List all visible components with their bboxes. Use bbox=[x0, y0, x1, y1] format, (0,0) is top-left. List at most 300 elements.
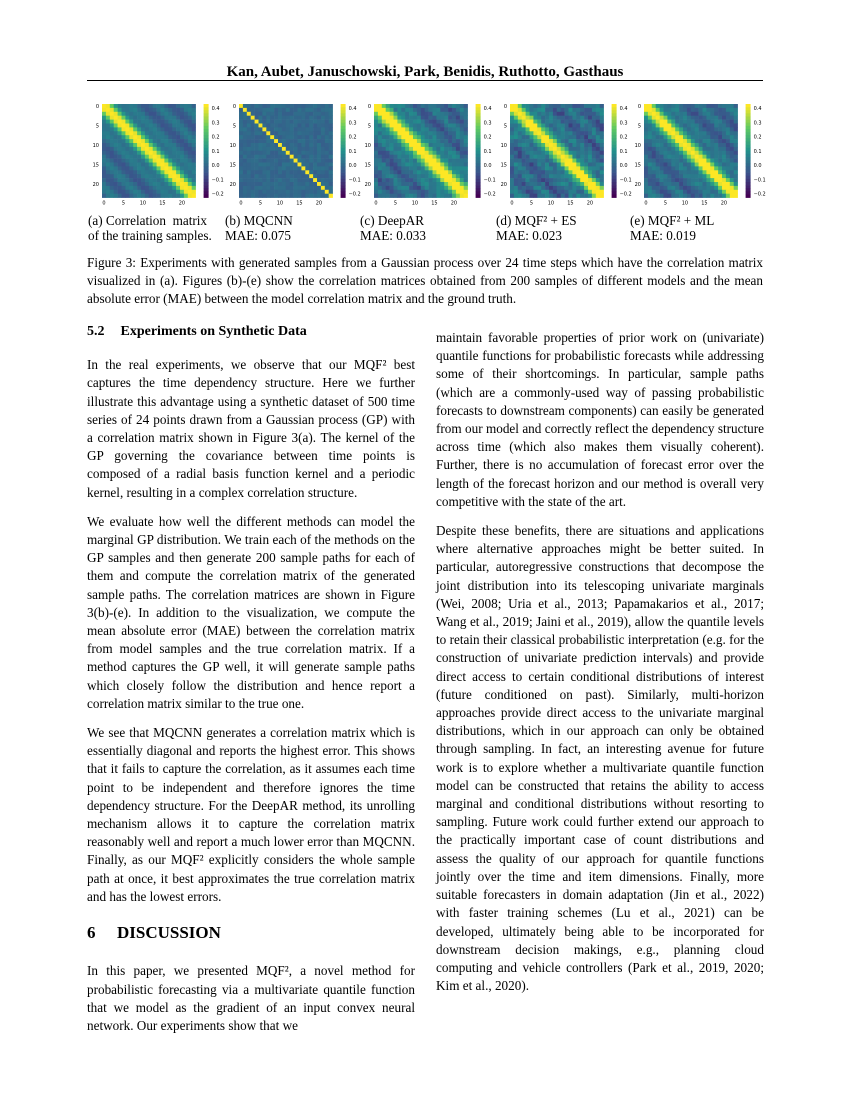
heatmap-cell bbox=[176, 170, 180, 174]
heatmap-cell bbox=[118, 194, 122, 198]
heatmap-cell bbox=[274, 155, 278, 159]
heatmap-cell bbox=[176, 159, 180, 163]
heatmap-cell bbox=[444, 120, 448, 124]
heatmap-cell bbox=[660, 139, 664, 143]
heatmap-cell bbox=[164, 116, 168, 120]
heatmap-cell bbox=[102, 166, 106, 170]
heatmap-cell bbox=[569, 116, 573, 120]
heatmap-cell bbox=[452, 143, 456, 147]
heatmap-cell bbox=[557, 186, 561, 190]
heatmap-cell bbox=[537, 108, 541, 112]
heatmap-cell bbox=[644, 143, 648, 147]
heatmap-cell bbox=[390, 174, 394, 178]
heatmap-cell bbox=[125, 116, 129, 120]
heatmap-cell bbox=[557, 174, 561, 178]
heatmap-cell bbox=[141, 166, 145, 170]
heatmap-cell bbox=[255, 182, 259, 186]
heatmap-cell bbox=[440, 112, 444, 116]
heatmap-cell bbox=[572, 112, 576, 116]
heatmap-cell bbox=[239, 104, 243, 108]
section-heading-5-2 bbox=[87, 323, 415, 341]
heatmap-cell bbox=[122, 135, 126, 139]
heatmap-cell bbox=[110, 151, 114, 155]
heatmap-cell bbox=[378, 135, 382, 139]
heatmap-cell bbox=[374, 127, 378, 131]
colorbar-segment bbox=[341, 160, 346, 163]
heatmap-cell bbox=[374, 190, 378, 194]
heatmap-cell bbox=[401, 182, 405, 186]
colorbar-segment bbox=[746, 116, 751, 119]
heatmap-cell bbox=[448, 151, 452, 155]
heatmap-cell bbox=[417, 163, 421, 167]
heatmap-cell bbox=[706, 147, 710, 151]
heatmap-cell bbox=[141, 163, 145, 167]
heatmap-cell bbox=[726, 186, 730, 190]
colorbar-segment bbox=[746, 194, 751, 197]
colorbar-label: 0.1 bbox=[348, 148, 357, 155]
heatmap-cell bbox=[710, 163, 714, 167]
heatmap-cell bbox=[153, 139, 157, 143]
heatmap-cell bbox=[464, 124, 468, 128]
heatmap-cell bbox=[176, 182, 180, 186]
colorbar-segment bbox=[204, 194, 209, 197]
heatmap-cell bbox=[145, 151, 149, 155]
heatmap-cell bbox=[660, 116, 664, 120]
heatmap-cell bbox=[510, 108, 514, 112]
heatmap-cell bbox=[580, 182, 584, 186]
colorbar-label: 0.2 bbox=[348, 134, 357, 141]
heatmap-cell bbox=[125, 186, 129, 190]
colorbar-segment bbox=[476, 104, 481, 107]
heatmap-cell bbox=[321, 186, 325, 190]
heatmap-cell bbox=[255, 116, 259, 120]
heatmap-cell bbox=[592, 131, 596, 135]
heatmap-cell bbox=[580, 147, 584, 151]
heatmap-cell bbox=[382, 143, 386, 147]
heatmap-cell bbox=[397, 155, 401, 159]
heatmap-cell bbox=[153, 190, 157, 194]
heatmap-cell bbox=[644, 170, 648, 174]
heatmap-cell bbox=[153, 120, 157, 124]
heatmap-cell bbox=[137, 155, 141, 159]
heatmap-cell bbox=[667, 116, 671, 120]
heatmap-cell bbox=[417, 182, 421, 186]
heatmap-cell bbox=[569, 147, 573, 151]
colorbar-segment bbox=[341, 110, 346, 113]
heatmap-cell bbox=[425, 163, 429, 167]
y-tick-label: 5 bbox=[95, 123, 99, 130]
heatmap-cell bbox=[706, 112, 710, 116]
colorbar-segment bbox=[476, 110, 481, 113]
heatmap-cell bbox=[584, 112, 588, 116]
colorbar-segment bbox=[476, 113, 481, 116]
heatmap-cell bbox=[545, 182, 549, 186]
heatmap-cell bbox=[592, 108, 596, 112]
heatmap-cell bbox=[317, 194, 321, 198]
heatmap-cell bbox=[460, 116, 464, 120]
heatmap-cell bbox=[325, 147, 329, 151]
heatmap-cell bbox=[294, 178, 298, 182]
heatmap-cell bbox=[421, 124, 425, 128]
heatmap-cell bbox=[644, 116, 648, 120]
heatmap-cell bbox=[262, 174, 266, 178]
heatmap-cell bbox=[429, 127, 433, 131]
heatmap-cell bbox=[172, 127, 176, 131]
heatmap-cell bbox=[409, 178, 413, 182]
heatmap-cell bbox=[444, 194, 448, 198]
heatmap-cell bbox=[726, 155, 730, 159]
heatmap-cell bbox=[730, 108, 734, 112]
heatmap-cell bbox=[572, 135, 576, 139]
heatmap-cell bbox=[374, 178, 378, 182]
heatmap-cell bbox=[656, 112, 660, 116]
heatmap-cell bbox=[537, 151, 541, 155]
y-tick-label: 10 bbox=[634, 142, 641, 149]
heatmap-cell bbox=[180, 182, 184, 186]
colorbar-segment bbox=[476, 151, 481, 154]
heatmap-cell bbox=[262, 178, 266, 182]
heatmap-cell bbox=[421, 131, 425, 135]
heatmap-cell bbox=[553, 163, 557, 167]
heatmap-cell bbox=[452, 166, 456, 170]
heatmap-cell bbox=[730, 143, 734, 147]
heatmap-cell bbox=[726, 143, 730, 147]
heatmap-cell bbox=[648, 131, 652, 135]
heatmap-cell bbox=[561, 166, 565, 170]
heatmap-cell bbox=[683, 127, 687, 131]
heatmap-cell bbox=[433, 186, 437, 190]
heatmap-cell bbox=[436, 112, 440, 116]
heatmap-cell bbox=[572, 166, 576, 170]
heatmap-cell bbox=[718, 104, 722, 108]
heatmap-cell bbox=[282, 182, 286, 186]
heatmap-cell bbox=[118, 166, 122, 170]
heatmap-cell bbox=[262, 155, 266, 159]
heatmap-cell bbox=[172, 147, 176, 151]
heatmap-cell bbox=[145, 116, 149, 120]
heatmap-cell bbox=[176, 127, 180, 131]
heatmap-cell bbox=[436, 108, 440, 112]
heatmap-cell bbox=[176, 186, 180, 190]
heatmap-cell bbox=[421, 112, 425, 116]
heatmap-cell bbox=[425, 116, 429, 120]
heatmap-cell bbox=[378, 155, 382, 159]
heatmap-cell bbox=[161, 190, 165, 194]
colorbar-segment bbox=[476, 132, 481, 135]
heatmap-cell bbox=[537, 166, 541, 170]
heatmap-cell bbox=[557, 159, 561, 163]
heatmap-cell bbox=[726, 108, 730, 112]
heatmap-cell bbox=[251, 194, 255, 198]
heatmap-cell bbox=[172, 139, 176, 143]
heatmap-cell bbox=[106, 120, 110, 124]
colorbar-segment bbox=[476, 157, 481, 160]
colorbar-segment bbox=[746, 179, 751, 182]
heatmap-cell bbox=[421, 139, 425, 143]
heatmap-cell bbox=[718, 139, 722, 143]
heatmap-cell bbox=[255, 108, 259, 112]
heatmap-cell bbox=[290, 194, 294, 198]
heatmap-cell bbox=[243, 170, 247, 174]
heatmap-cell bbox=[433, 159, 437, 163]
heatmap-cell bbox=[259, 112, 263, 116]
heatmap-cell bbox=[714, 170, 718, 174]
heatmap-cell bbox=[180, 108, 184, 112]
heatmap-cell bbox=[648, 127, 652, 131]
heatmap-cell bbox=[141, 135, 145, 139]
heatmap-cell bbox=[401, 155, 405, 159]
heatmap-cell bbox=[580, 170, 584, 174]
heatmap-cell bbox=[664, 131, 668, 135]
heatmap-cell bbox=[161, 135, 165, 139]
heatmap-cell bbox=[164, 143, 168, 147]
heatmap-cell bbox=[518, 147, 522, 151]
heatmap-cell bbox=[390, 186, 394, 190]
heatmap-cell bbox=[188, 147, 192, 151]
heatmap-cell bbox=[553, 143, 557, 147]
heatmap-cell bbox=[687, 124, 691, 128]
heatmap-cell bbox=[110, 155, 114, 159]
heatmap-cell bbox=[378, 112, 382, 116]
y-tick-label: 5 bbox=[232, 123, 236, 130]
heatmap-cell bbox=[522, 155, 526, 159]
heatmap-cell bbox=[141, 120, 145, 124]
heatmap-cell bbox=[592, 147, 596, 151]
heatmap-cell bbox=[452, 190, 456, 194]
heatmap-cell bbox=[325, 194, 329, 198]
heatmap-cell bbox=[262, 159, 266, 163]
heatmap-cell bbox=[444, 190, 448, 194]
heatmap-cell bbox=[722, 127, 726, 131]
heatmap-cell bbox=[584, 159, 588, 163]
heatmap-cell bbox=[317, 127, 321, 131]
heatmap-cell bbox=[679, 155, 683, 159]
heatmap-cell bbox=[313, 182, 317, 186]
heatmap-cell bbox=[329, 112, 333, 116]
heatmap-cell bbox=[526, 170, 530, 174]
heatmap-cell bbox=[386, 143, 390, 147]
heatmap-cell bbox=[425, 178, 429, 182]
heatmap-cell bbox=[436, 135, 440, 139]
heatmap-cell bbox=[592, 182, 596, 186]
heatmap-cell bbox=[145, 163, 149, 167]
colorbar-segment bbox=[746, 151, 751, 154]
colorbar-segment bbox=[476, 176, 481, 179]
heatmap-cell bbox=[660, 190, 664, 194]
heatmap-cell bbox=[549, 178, 553, 182]
heatmap-cell bbox=[530, 131, 534, 135]
heatmap-cell bbox=[656, 139, 660, 143]
heatmap-cell bbox=[526, 108, 530, 112]
y-tick-label: 15 bbox=[92, 162, 99, 169]
heatmap-cell bbox=[518, 116, 522, 120]
heatmap-cell bbox=[298, 190, 302, 194]
heatmap-cell bbox=[444, 147, 448, 151]
colorbar-segment bbox=[204, 120, 209, 123]
heatmap-cell bbox=[580, 194, 584, 198]
heatmap-cell bbox=[530, 170, 534, 174]
heatmap-cell bbox=[390, 135, 394, 139]
heatmap-cell bbox=[255, 151, 259, 155]
heatmap-cell bbox=[394, 186, 398, 190]
colorbar-segment bbox=[341, 145, 346, 148]
heatmap-cell bbox=[592, 139, 596, 143]
heatmap-cell bbox=[325, 108, 329, 112]
heatmap-cell bbox=[243, 186, 247, 190]
heatmap-cell bbox=[153, 155, 157, 159]
heatmap-cell bbox=[675, 120, 679, 124]
heatmap-cell bbox=[691, 124, 695, 128]
heatmap-cell bbox=[390, 178, 394, 182]
heatmap-cell bbox=[444, 112, 448, 116]
heatmap-cell bbox=[600, 147, 604, 151]
heatmap-cell bbox=[600, 120, 604, 124]
heatmap-cell bbox=[714, 147, 718, 151]
heatmap-cell bbox=[510, 147, 514, 151]
heatmap-cell bbox=[722, 124, 726, 128]
heatmap-cell bbox=[286, 174, 290, 178]
heatmap-cell bbox=[164, 166, 168, 170]
heatmap-cell bbox=[286, 116, 290, 120]
heatmap-cell bbox=[180, 178, 184, 182]
heatmap-cell bbox=[425, 166, 429, 170]
heatmap-cell bbox=[530, 139, 534, 143]
heatmap-cell bbox=[695, 124, 699, 128]
heatmap-cell bbox=[125, 120, 129, 124]
heatmap-cell bbox=[114, 147, 118, 151]
heatmap-cell bbox=[718, 182, 722, 186]
heatmap-cell bbox=[153, 186, 157, 190]
heatmap-cell bbox=[448, 155, 452, 159]
heatmap-cell bbox=[730, 155, 734, 159]
heatmap-cell bbox=[648, 124, 652, 128]
heatmap-cell bbox=[325, 155, 329, 159]
heatmap-cell bbox=[329, 124, 333, 128]
colorbar-segment bbox=[204, 160, 209, 163]
heatmap-cell bbox=[184, 147, 188, 151]
heatmap-cell bbox=[114, 178, 118, 182]
heatmap-cell bbox=[561, 108, 565, 112]
heatmap-cell bbox=[436, 124, 440, 128]
heatmap-cell bbox=[125, 190, 129, 194]
heatmap-cell bbox=[305, 174, 309, 178]
heatmap-cell bbox=[290, 163, 294, 167]
heatmap-cell bbox=[526, 147, 530, 151]
heatmap-cell bbox=[710, 194, 714, 198]
heatmap-cell bbox=[106, 112, 110, 116]
heatmap-cell bbox=[270, 135, 274, 139]
heatmap-cell bbox=[553, 178, 557, 182]
heatmap-cell bbox=[378, 139, 382, 143]
heatmap-cell bbox=[247, 186, 251, 190]
heatmap-cell bbox=[596, 194, 600, 198]
heatmap-cell bbox=[145, 139, 149, 143]
heatmap-cell bbox=[656, 174, 660, 178]
heatmap-cell bbox=[588, 163, 592, 167]
heatmap-cell bbox=[675, 182, 679, 186]
heatmap-cell bbox=[580, 116, 584, 120]
heatmap-cell bbox=[262, 170, 266, 174]
heatmap-cell bbox=[382, 127, 386, 131]
heatmap-cell bbox=[667, 124, 671, 128]
heatmap-cell bbox=[565, 163, 569, 167]
heatmap-cell bbox=[321, 163, 325, 167]
heatmap-cell bbox=[137, 124, 141, 128]
heatmap-cell bbox=[118, 151, 122, 155]
heatmap-cell bbox=[305, 112, 309, 116]
heatmap-cell bbox=[433, 108, 437, 112]
colorbar-segment bbox=[612, 182, 617, 185]
heatmap-cell bbox=[290, 178, 294, 182]
heatmap-cell bbox=[683, 178, 687, 182]
heatmap-cell bbox=[664, 104, 668, 108]
heatmap-cell bbox=[444, 127, 448, 131]
heatmap-cell bbox=[329, 135, 333, 139]
heatmap-cell bbox=[161, 155, 165, 159]
colorbar-segment bbox=[204, 148, 209, 151]
heatmap-cell bbox=[239, 190, 243, 194]
heatmap-cell bbox=[433, 116, 437, 120]
heatmap-cell bbox=[133, 104, 137, 108]
heatmap-cell bbox=[576, 131, 580, 135]
heatmap-cell bbox=[734, 120, 738, 124]
heatmap-cell bbox=[514, 166, 518, 170]
heatmap-cell bbox=[561, 186, 565, 190]
section-heading-6 bbox=[87, 924, 415, 942]
heatmap-cell bbox=[580, 159, 584, 163]
heatmap-cell bbox=[667, 143, 671, 147]
heatmap-cell bbox=[164, 124, 168, 128]
heatmap-cell bbox=[122, 186, 126, 190]
heatmap-cell bbox=[448, 116, 452, 120]
heatmap-cell bbox=[722, 178, 726, 182]
heatmap-cell bbox=[405, 194, 409, 198]
heatmap-cell bbox=[251, 166, 255, 170]
heatmap-cell bbox=[429, 143, 433, 147]
heatmap-cell bbox=[192, 131, 196, 135]
heatmap-cell bbox=[325, 163, 329, 167]
heatmap-cell bbox=[679, 174, 683, 178]
heatmap-cell bbox=[409, 139, 413, 143]
heatmap-cell bbox=[290, 127, 294, 131]
heatmap-cell bbox=[600, 127, 604, 131]
heatmap-cell bbox=[114, 124, 118, 128]
heatmap-cell bbox=[699, 163, 703, 167]
heatmap-cell bbox=[436, 159, 440, 163]
colorbar-segment bbox=[612, 126, 617, 129]
heatmap-cell bbox=[176, 108, 180, 112]
heatmap-cell bbox=[321, 194, 325, 198]
heatmap-cell bbox=[301, 159, 305, 163]
heatmap-cell bbox=[433, 163, 437, 167]
heatmap-cell bbox=[192, 135, 196, 139]
heatmap-cell bbox=[417, 178, 421, 182]
heatmap-cell bbox=[114, 112, 118, 116]
heatmap-cell bbox=[730, 139, 734, 143]
heatmap-cell bbox=[522, 166, 526, 170]
heatmap-cell bbox=[648, 155, 652, 159]
heatmap-cell bbox=[644, 163, 648, 167]
colorbar-segment bbox=[476, 191, 481, 194]
heatmap-cell bbox=[464, 112, 468, 116]
heatmap-cell bbox=[671, 194, 675, 198]
heatmap-cell bbox=[149, 112, 153, 116]
heatmap-cell bbox=[405, 182, 409, 186]
heatmap-cell bbox=[691, 120, 695, 124]
heatmap-cell bbox=[600, 186, 604, 190]
heatmap-cell bbox=[514, 182, 518, 186]
heatmap-cell bbox=[580, 143, 584, 147]
